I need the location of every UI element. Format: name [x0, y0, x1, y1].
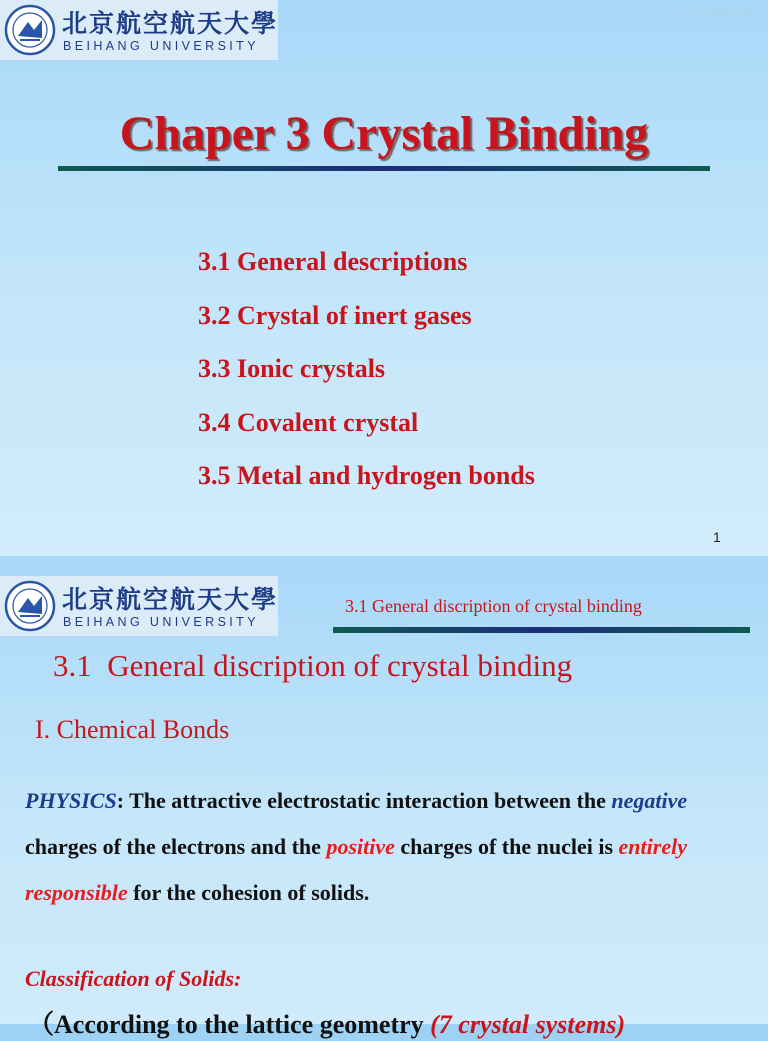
negative-term: negative: [611, 788, 688, 813]
toc-item: 3.3 Ionic crystals: [198, 354, 386, 384]
header-divider: [333, 627, 750, 633]
entirely-responsible-term: entirely responsible: [25, 834, 687, 905]
section-heading: [53, 648, 572, 684]
section-header-title: 3.1 General discription of crystal binding: [345, 596, 642, 616]
toc-item: 3.5 Metal and hydrogen bonds: [198, 461, 535, 491]
table-of-contents: [198, 240, 535, 508]
subheading: I. Chemical Bonds: [35, 715, 230, 744]
university-logo: [0, 576, 278, 636]
author-stamp: 物理学院 物理系 沈颖: [677, 8, 756, 16]
university-emblem-icon: [4, 4, 56, 56]
section-heading-number: 3.1: [53, 648, 92, 683]
title-divider: [58, 166, 710, 171]
toc-item: 3.2 Crystal of inert gases: [198, 300, 472, 330]
physics-label: PHYSICS: [25, 788, 117, 813]
university-english-name: BEIHANG UNIVERSITY: [63, 615, 259, 629]
positive-term: positive: [326, 834, 395, 859]
section-heading-text: General discription of crystal binding: [107, 648, 573, 683]
university-chinese-name: 北京航空航天大學: [62, 585, 279, 614]
toc-item: 3.1 General descriptions: [198, 247, 468, 276]
university-emblem-icon: [4, 580, 56, 632]
cut-off-line: （According to the lattice geometry (7 crystal systems): [28, 1010, 626, 1039]
physics-paragraph: PHYSICS: The attractive electrostatic interaction between the negative charges of the electrons and the positive charges of the nuclei is entirely responsible for the cohesion of solids.: [25, 788, 688, 905]
classification-heading: Classification of Solids:: [25, 966, 242, 991]
university-chinese-name: 北京航空航天大學: [62, 9, 279, 38]
toc-item: 3.4 Covalent crystal: [198, 407, 419, 437]
page-number: 1: [713, 529, 721, 545]
slide-2: [0, 556, 768, 1039]
slide-title: Chaper 3 Crystal Binding: [119, 107, 649, 160]
university-logo: [0, 0, 278, 60]
university-english-name: BEIHANG UNIVERSITY: [63, 39, 259, 53]
